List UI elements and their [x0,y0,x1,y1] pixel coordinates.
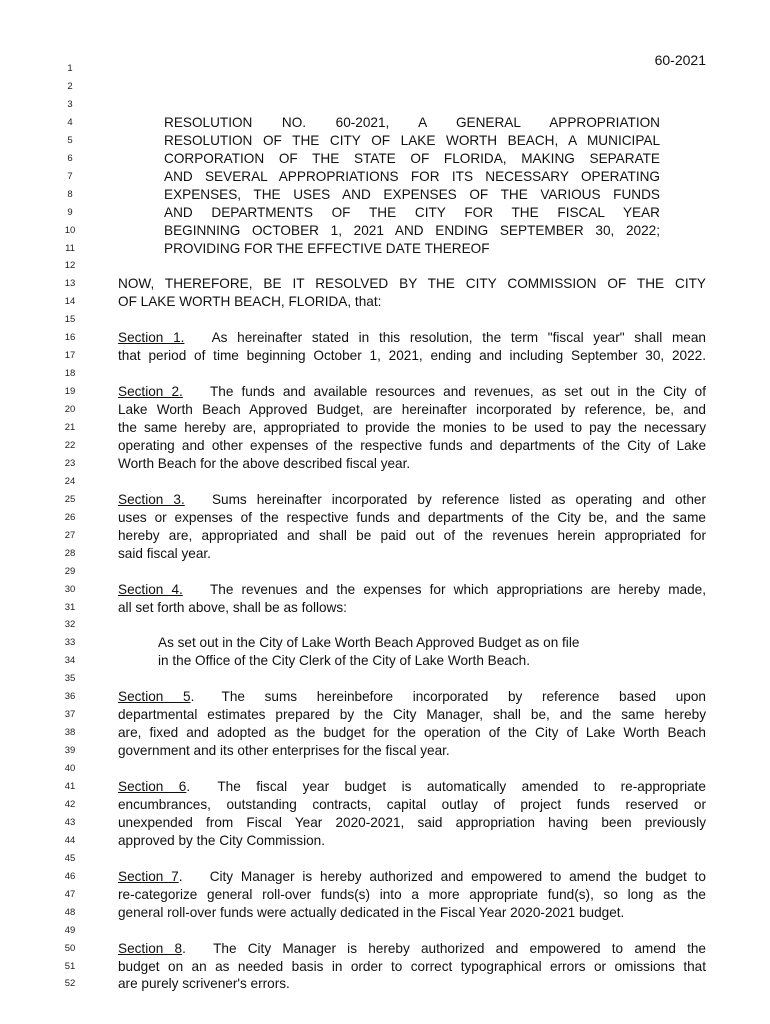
line-number: 24 [64,475,76,487]
line-text: general roll-over funds were actually dedicated in the Fiscal Year 2020-2021 budget. [118,904,625,920]
text-line [164,240,660,258]
line-number: 46 [64,870,76,882]
line-number: 6 [67,152,73,164]
line-number: 26 [64,511,76,523]
line-text: operating and other expenses of the respective funds and departments of the City of Lake [118,437,706,453]
line-text: OF LAKE WORTH BEACH, FLORIDA, that: [118,294,382,310]
section-heading-period: . [190,689,195,705]
section-heading: Section 2. [118,384,183,400]
line-number: 51 [64,960,76,972]
text-line [164,114,660,132]
line-text: said fiscal year. [118,545,211,561]
line-number: 40 [64,763,76,775]
line-number: 42 [64,798,76,810]
line-number: 21 [64,422,76,433]
text-line [164,186,660,204]
section-heading: Section 8 [118,940,183,956]
line-number: 34 [64,655,76,667]
line-number: 3 [67,98,73,110]
line-number: 52 [64,978,76,990]
line-text: in the Office of the City Clerk of the City of Lake Worth Beach. [158,653,530,669]
line-number: 2 [67,80,73,92]
line-text: AND SEVERAL APPROPRIATIONS FOR ITS NECESSARY OPERATING [164,168,660,184]
text-line [118,599,706,617]
text-line [158,634,706,652]
line-number: 49 [64,924,76,936]
line-number: 50 [64,942,76,954]
text-line [118,975,706,993]
line-text: departmental estimates prepared by the City Manager, shall be, and the same hereby [118,707,706,723]
text-line [164,132,660,150]
text-line [118,509,706,527]
line-number: 12 [64,260,76,272]
line-text: encumbrances, outstanding contracts, capital outlay of project funds reserved or [118,796,706,812]
line-number: 9 [67,206,73,218]
line-text: The City Manager is hereby authorized and empowered to amend the [213,940,706,956]
text-line [118,688,706,706]
line-text: BEGINNING OCTOBER 1, 2021 AND ENDING SEPTEMBER 30, 2022; [164,222,660,238]
line-text: the same hereby are, appropriated to provide the monies to be used to pay the necessary [118,420,706,435]
section-heading: Section 1. [118,330,185,346]
line-text: all set forth above, shall be as follows: [118,599,347,615]
line-number: 28 [64,547,76,559]
text-line [118,778,706,796]
text-line [118,724,706,742]
line-text: RESOLUTION NO. 60-2021, A GENERAL APPROPRIATION [164,114,660,130]
line-number: 5 [67,134,73,146]
section-heading: Section 7 [118,868,179,884]
line-number: 29 [64,565,76,577]
line-text: Lake Worth Beach Approved Budget, are hereinafter incorporated by reference, be, and [118,402,706,418]
line-number: 14 [64,296,76,308]
text-line [118,904,706,922]
line-number: 25 [64,493,76,505]
text-line [118,706,706,724]
line-text: City Manager is hereby authorized and empowered to amend the budget to [209,868,706,884]
line-text: budget on an as needed basis in order to correct typographical errors or omissions that [118,958,706,974]
line-text: CORPORATION OF THE STATE OF FLORIDA, MAKING SEPARATE [164,150,660,166]
line-text: As set out in the City of Lake Worth Beach Approved Budget as on file [158,635,580,651]
text-line [164,222,660,240]
line-number: 36 [64,691,76,703]
text-line [118,581,706,599]
line-text: The revenues and the expenses for which appropriations are hereby made, [209,581,706,597]
line-number: 47 [64,888,76,900]
line-number: 16 [64,332,76,344]
text-line [118,329,706,347]
line-text: RESOLUTION OF THE CITY OF LAKE WORTH BEACH, A MUNICIPAL [164,132,660,148]
line-text: are, fixed and adopted as the budget for the operation of the City of Lake Worth Beach [118,725,706,741]
text-line [118,455,706,473]
line-text: As hereinafter stated in this resolution, the term "fiscal year" shall mean [211,330,706,346]
line-number: 19 [64,386,76,398]
line-text: EXPENSES, THE USES AND EXPENSES OF THE VARIOUS FUNDS [164,186,660,202]
line-number: 48 [64,906,76,918]
line-text: NOW, THEREFORE, BE IT RESOLVED BY THE CITY COMMISSION OF THE CITY [118,276,706,292]
line-text: re-categorize general roll-over funds(s) into a more appropriate fund(s), so long as the [118,886,706,902]
line-number: 43 [64,816,76,828]
text-line [118,940,706,958]
line-number: 22 [64,439,76,451]
line-number: 27 [64,529,76,541]
line-text: uses or expenses of the respective funds and departments of the City be, and the same [118,509,706,525]
line-number: 15 [64,314,76,326]
line-number: 1 [67,63,73,74]
line-text: Worth Beach for the above described fiscal year. [118,455,411,471]
line-text: that period of time beginning October 1, 2021, ending and including September 30, 2022. [118,348,706,364]
line-number: 37 [64,709,76,721]
line-text: unexpended from Fiscal Year 2020-2021, said appropriation having been previously [118,814,706,830]
text-line [118,958,706,976]
line-text: AND DEPARTMENTS OF THE CITY FOR THE FISCAL YEAR [164,204,660,220]
line-number: 41 [64,781,76,792]
section-heading: Section 5 [118,689,191,705]
text-line [118,832,706,850]
text-line [118,545,706,563]
line-number: 30 [64,583,76,595]
section-heading: Section 6 [118,779,187,794]
line-number: 18 [64,368,76,380]
line-number: 44 [64,834,76,846]
text-line [118,401,706,419]
line-number: 31 [64,601,76,613]
text-line [118,796,706,814]
line-number: 45 [64,852,76,864]
line-number: 39 [64,745,76,757]
section-heading-period: . [178,868,183,884]
line-text: hereby are, appropriated and shall be paid out of the revenues herein appropriated for [118,527,706,543]
line-text: government and its other enterprises for the fiscal year. [118,743,450,759]
line-text: approved by the City Commission. [118,832,326,848]
line-number: 11 [65,242,75,254]
line-number: 8 [67,188,73,200]
line-text: PROVIDING FOR THE EFFECTIVE DATE THEREOF [164,240,490,256]
line-text: The sums hereinbefore incorporated by reference based upon [221,689,706,705]
text-line [118,814,706,832]
line-text: are purely scrivener's errors. [118,976,290,992]
line-number: 38 [64,727,76,739]
line-number: 20 [64,404,76,416]
section-heading: Section 3. [118,491,185,507]
text-line [118,742,706,760]
text-line [118,275,706,293]
text-line [164,168,660,186]
line-number: 32 [64,619,76,631]
text-line [118,347,706,365]
text-line [118,437,706,455]
line-number: 17 [64,350,76,362]
section-heading-period: . [182,940,186,956]
text-line [164,204,660,222]
line-number: 35 [64,673,76,685]
line-number: 23 [64,457,76,469]
text-line [118,491,706,509]
line-text: Sums hereinafter incorporated by reference listed as operating and other [211,491,706,507]
line-number: 33 [64,637,76,649]
line-text: The fiscal year budget is automatically amended to re-appropriate [217,779,706,794]
line-number: 7 [67,170,73,182]
line-text: The funds and available resources and revenues, as set out in the City of [209,384,706,400]
text-line [118,419,706,437]
text-line [164,150,660,168]
line-number: 4 [67,116,73,128]
document-number: 60-2021 [654,52,706,68]
section-heading-period: . [186,779,191,794]
line-number: 13 [64,278,76,290]
text-line [118,527,706,545]
text-line [118,886,706,904]
line-number: 10 [64,224,76,236]
section-heading: Section 4. [118,581,183,597]
text-line [118,383,706,401]
text-line [118,293,706,311]
text-line [158,652,706,670]
text-line [118,868,706,886]
